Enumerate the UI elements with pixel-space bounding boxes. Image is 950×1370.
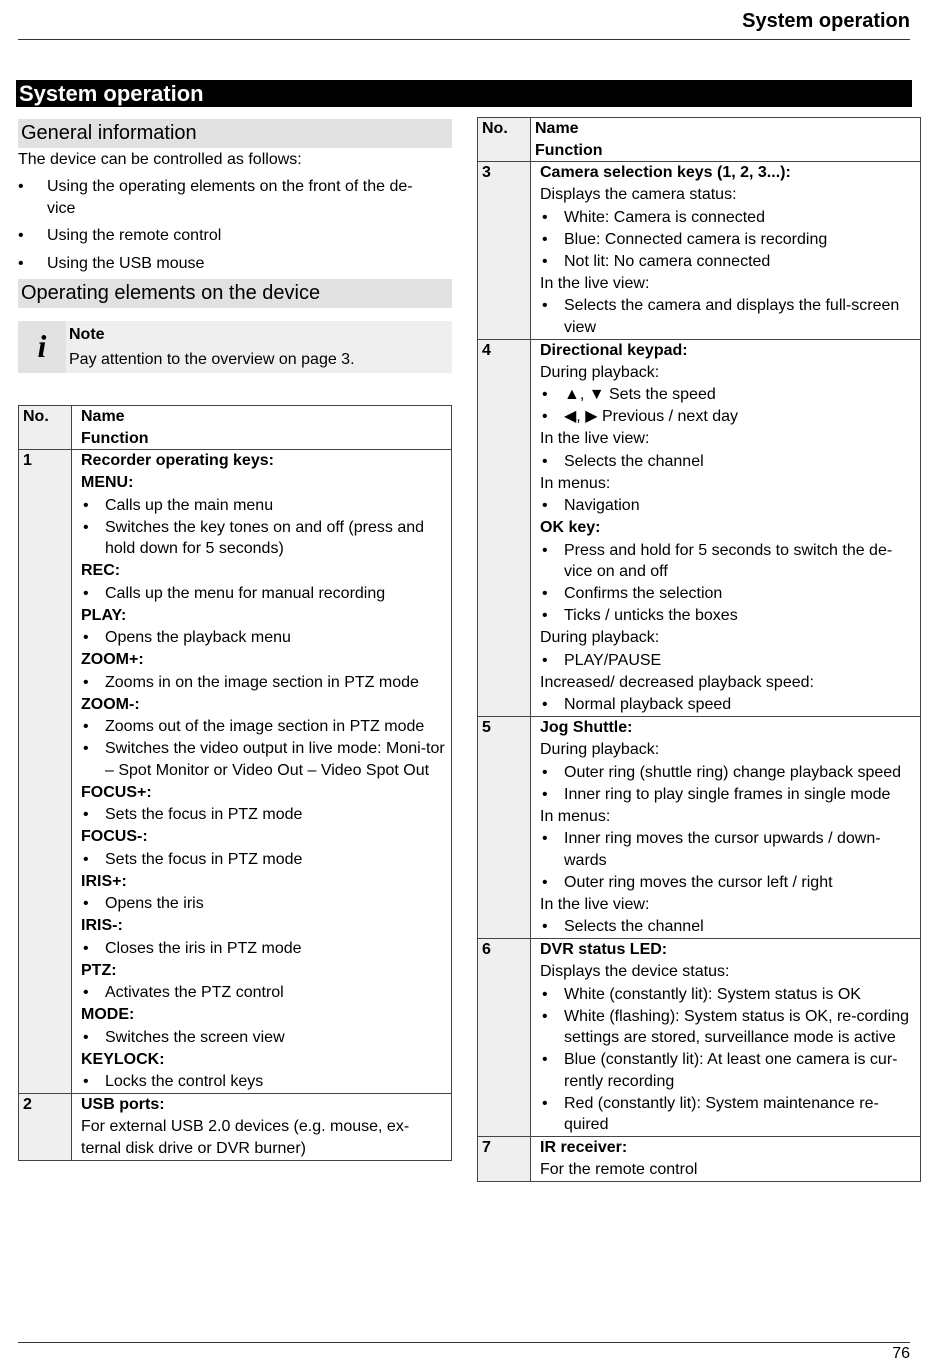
list-item: • Selects the channel <box>540 451 916 473</box>
list-item: • Calls up the menu for manual recording <box>81 583 447 605</box>
function-heading: OK key: <box>540 519 601 536</box>
function-list <box>540 495 916 517</box>
list-item: • Inner ring to play single frames in single mode <box>540 784 916 806</box>
header-no: No. <box>478 118 531 162</box>
info-icon: i <box>18 321 66 373</box>
function-list <box>540 295 916 338</box>
function-heading: REC: <box>81 562 121 579</box>
list-item: • Opens the iris <box>81 893 447 915</box>
function-heading: ZOOM-: <box>81 695 140 713</box>
header-no: No. <box>19 406 72 450</box>
function-text: For external USB 2.0 devices (e.g. mouse, ex-ternal disk drive or DVR burner) <box>81 1118 410 1157</box>
function-table-left <box>18 405 452 1161</box>
left-column <box>18 119 452 1161</box>
table-row <box>19 450 452 1094</box>
function-heading: FOCUS+: <box>81 783 152 801</box>
row-number: 5 <box>478 717 531 939</box>
general-intro: The device can be controlled as follows: <box>18 151 302 168</box>
function-text: During playback: <box>540 629 660 646</box>
row-function <box>531 162 921 340</box>
function-list <box>540 762 916 806</box>
function-list <box>81 627 447 649</box>
list-item: • Activates the PTZ control <box>81 982 447 1004</box>
function-heading: ZOOM+: <box>81 651 144 668</box>
row-number: 3 <box>478 162 531 340</box>
list-item: • Press and hold for 5 seconds to switch the de-vice on and off <box>540 540 916 583</box>
row-number: 2 <box>19 1094 72 1161</box>
list-item: • Blue: Connected camera is recording <box>540 229 916 251</box>
function-list <box>81 716 447 781</box>
row-function <box>72 450 452 1094</box>
list-item: • Outer ring (shuttle ring) change playback speed <box>540 762 916 784</box>
header-name-function <box>72 406 452 450</box>
list-item: • Locks the control keys <box>81 1071 447 1093</box>
function-list <box>81 583 447 605</box>
right-column <box>477 117 921 1182</box>
general-information-heading: General information <box>18 119 452 148</box>
function-text: Displays the camera status: <box>540 186 737 203</box>
function-list <box>81 938 447 960</box>
function-list <box>81 495 447 560</box>
list-item: • Switches the screen view <box>81 1027 447 1049</box>
function-text: In the live view: <box>540 274 650 292</box>
table-row <box>478 339 921 717</box>
function-list <box>540 451 916 473</box>
table-row <box>478 939 921 1137</box>
row-number: 1 <box>19 450 72 1094</box>
list-item: • ◀, ▶ Previous / next day <box>540 406 916 428</box>
function-heading: MODE: <box>81 1006 135 1023</box>
function-text: Increased/ decreased playback speed: <box>540 673 814 691</box>
function-list <box>540 694 916 716</box>
function-list <box>81 804 447 826</box>
list-item: • PLAY/PAUSE <box>540 650 916 672</box>
function-heading: DVR status LED: <box>540 941 668 958</box>
list-item: • Selects the camera and displays the full-screen view <box>540 295 916 338</box>
list-item: • ▲, ▼ Sets the speed <box>540 384 916 406</box>
table-body-right <box>478 162 921 1182</box>
header-name-function <box>531 118 921 162</box>
function-heading: Recorder operating keys: <box>81 452 274 469</box>
list-item: • Navigation <box>540 495 916 517</box>
operating-elements-heading: Operating elements on the device <box>18 279 452 308</box>
function-heading: MENU: <box>81 474 134 491</box>
function-list <box>540 650 916 672</box>
function-text: Displays the device status: <box>540 963 730 980</box>
function-list <box>81 1071 447 1093</box>
note-box <box>18 321 452 373</box>
function-text: In the live view: <box>540 895 650 913</box>
top-rule <box>18 39 910 40</box>
list-item: • Zooms out of the image section in PTZ mode <box>81 716 447 738</box>
list-item: • White: Camera is connected <box>540 207 916 229</box>
header-name: Name <box>535 120 579 137</box>
list-item: • Using the remote control <box>18 225 452 247</box>
list-item: • Ticks / unticks the boxes <box>540 605 916 627</box>
function-heading: Directional keypad: <box>540 341 688 359</box>
row-number: 6 <box>478 939 531 1137</box>
function-text: During playback: <box>540 363 660 381</box>
table-row <box>19 1094 452 1161</box>
list-item: • Red (constantly lit): System maintenance re-quired <box>540 1093 916 1136</box>
list-item: • Confirms the selection <box>540 583 916 605</box>
function-text: In the live view: <box>540 430 650 447</box>
list-item: • Sets the focus in PTZ mode <box>81 849 447 871</box>
table-body-left <box>19 450 452 1161</box>
row-number: 4 <box>478 339 531 717</box>
note-title: Note <box>69 326 105 343</box>
header-function: Function <box>535 141 603 159</box>
function-heading: IRIS-: <box>81 917 123 934</box>
row-function <box>531 339 921 717</box>
header-name: Name <box>81 408 125 425</box>
note-text: Pay attention to the overview on page 3. <box>69 351 355 368</box>
list-item: • Switches the key tones on and off (press and hold down for 5 seconds) <box>81 517 447 560</box>
function-list <box>540 207 916 273</box>
list-item: • Not lit: No camera connected <box>540 251 916 273</box>
function-list <box>81 1027 447 1049</box>
table-row <box>478 717 921 939</box>
row-function <box>72 1094 452 1161</box>
function-list <box>81 982 447 1004</box>
list-item: • Switches the video output in live mode: Moni-tor – Spot Monitor or Video Out – Video Spot Out <box>81 738 447 781</box>
function-text: In menus: <box>540 474 611 492</box>
list-item: • Using the operating elements on the front of the de- vice <box>18 176 452 219</box>
bottom-rule <box>18 1342 910 1343</box>
function-heading: PLAY: <box>81 606 127 624</box>
function-list <box>540 916 916 938</box>
function-text: During playback: <box>540 741 660 758</box>
function-heading: IR receiver: <box>540 1139 628 1156</box>
function-list <box>81 672 447 694</box>
table-row <box>478 162 921 340</box>
function-text: For the remote control <box>540 1161 698 1178</box>
function-heading: USB ports: <box>81 1096 165 1113</box>
list-item: • Opens the playback menu <box>81 627 447 649</box>
list-item: • Zooms in on the image section in PTZ mode <box>81 672 447 694</box>
function-heading: IRIS+: <box>81 872 127 890</box>
list-item: • White (flashing): System status is OK, re-cording settings are stored, surveillance mode is active <box>540 1006 916 1049</box>
list-item: • Inner ring moves the cursor upwards / down-wards <box>540 828 916 871</box>
header-function: Function <box>81 429 149 447</box>
table-row <box>478 1137 921 1182</box>
function-list <box>540 984 916 1136</box>
function-text: In menus: <box>540 807 611 825</box>
row-function <box>531 717 921 939</box>
function-list <box>81 849 447 871</box>
list-item: • Normal playback speed <box>540 694 916 716</box>
function-heading: Jog Shuttle: <box>540 719 633 736</box>
list-item: • Using the USB mouse <box>18 253 452 275</box>
page-title: System operation <box>16 80 912 107</box>
running-head: System operation <box>742 10 910 32</box>
control-methods-list <box>18 176 452 274</box>
function-heading: PTZ: <box>81 961 117 979</box>
function-table-right <box>477 117 921 1182</box>
list-item: • Sets the focus in PTZ mode <box>81 804 447 826</box>
page-number: 76 <box>892 1345 910 1362</box>
function-list <box>540 828 916 893</box>
list-item: • White (constantly lit): System status is OK <box>540 984 916 1006</box>
list-item: • Outer ring moves the cursor left / right <box>540 872 916 894</box>
row-function <box>531 1137 921 1182</box>
function-list <box>81 893 447 915</box>
function-heading: KEYLOCK: <box>81 1050 165 1068</box>
function-heading: Camera selection keys (1, 2, 3...): <box>540 164 791 181</box>
list-item: • Selects the channel <box>540 916 916 938</box>
list-item: • Calls up the main menu <box>81 495 447 517</box>
function-list <box>540 384 916 428</box>
list-item: • Closes the iris in PTZ mode <box>81 938 447 960</box>
function-heading: FOCUS-: <box>81 828 148 845</box>
row-number: 7 <box>478 1137 531 1182</box>
row-function <box>531 939 921 1137</box>
list-item: • Blue (constantly lit): At least one camera is cur-rently recording <box>540 1049 916 1092</box>
function-list <box>540 540 916 627</box>
